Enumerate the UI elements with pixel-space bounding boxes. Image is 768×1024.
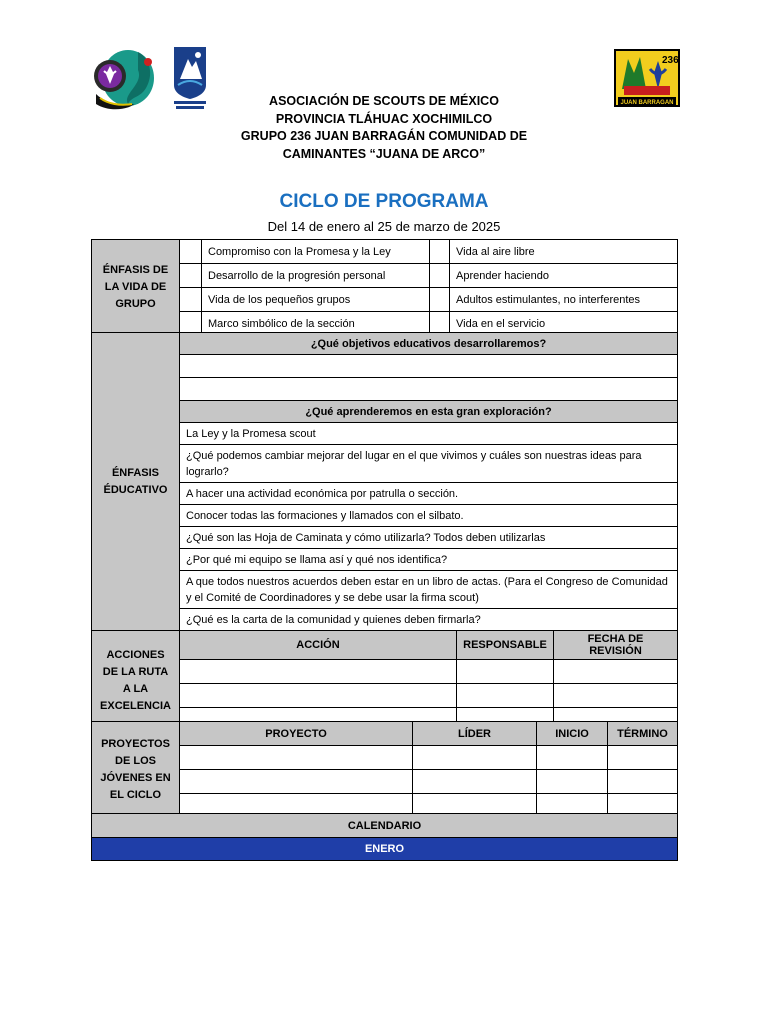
header-line-1: ASOCIACIÓN DE SCOUTS DE MÉXICO	[269, 94, 499, 108]
organization-header	[0, 93, 768, 163]
calendario-table	[91, 813, 678, 861]
col-inicio-header: INICIO	[537, 722, 608, 746]
col-lider-header: LÍDER	[413, 722, 537, 746]
educativo-label: ÉNFASIS ÉDUCATIVO	[92, 333, 180, 631]
checkbox[interactable]	[430, 264, 450, 288]
checkbox[interactable]	[180, 288, 202, 312]
col-proyecto-header: PROYECTO	[180, 722, 413, 746]
learning-item: A hacer una actividad económica por patrulla o sección.	[180, 483, 678, 505]
proyecto-cell[interactable]	[180, 770, 413, 794]
checkbox[interactable]	[430, 240, 450, 264]
responsable-cell[interactable]	[457, 684, 554, 708]
col-fecha-header: FECHA DE REVISIÓN	[554, 631, 678, 660]
header-line-3: GRUPO 236 JUAN BARRAGÁN COMUNIDAD DE	[240, 129, 528, 143]
termino-cell[interactable]	[608, 746, 678, 770]
objetivo-entry[interactable]	[180, 378, 678, 401]
enfasis-item: Vida al aire libre	[450, 240, 678, 264]
termino-cell[interactable]	[608, 770, 678, 794]
accion-cell[interactable]	[180, 660, 457, 684]
enfasis-vida-label: ÉNFASIS DE LA VIDA DE GRUPO	[92, 240, 180, 336]
header-line-4: CAMINANTES “JUANA DE ARCO”	[282, 146, 486, 161]
learning-item: ¿Qué son las Hoja de Caminata y cómo utilizarla? Todos deben utilizarlas	[180, 527, 678, 549]
col-termino-header: TÉRMINO	[608, 722, 678, 746]
checkbox[interactable]	[430, 288, 450, 312]
col-responsable-header: RESPONSABLE	[457, 631, 554, 660]
inicio-cell[interactable]	[537, 770, 608, 794]
lider-cell[interactable]	[413, 746, 537, 770]
objetivos-header: ¿Qué objetivos educativos desarrollaremos?	[180, 333, 678, 355]
enfasis-item: Vida en el servicio	[450, 312, 678, 336]
logo-number: 236	[662, 55, 679, 66]
date-range: Del 14 de enero al 25 de marzo de 2025	[267, 219, 501, 234]
enfasis-item: Vida de los pequeños grupos	[202, 288, 430, 312]
header-line-2: PROVINCIA TLÁHUAC XOCHIMILCO	[275, 111, 493, 126]
responsable-cell[interactable]	[457, 660, 554, 684]
enfasis-item: Desarrollo de la progresión personal	[202, 264, 430, 288]
proyectos-table	[91, 721, 678, 818]
learning-item: ¿Por qué mi equipo se llama así y qué nos identifica?	[180, 549, 678, 571]
learning-item: ¿Qué es la carta de la comunidad y quienes deben firmarla?	[180, 609, 678, 631]
learning-item: ¿Qué podemos cambiar mejorar del lugar en el que vivimos y cuáles son nuestras ideas para lograrlo?	[180, 445, 678, 483]
fecha-cell[interactable]	[554, 684, 678, 708]
program-title: CICLO DE PROGRAMA	[279, 191, 489, 212]
acciones-table	[91, 630, 678, 732]
objetivo-entry[interactable]	[180, 355, 678, 378]
enfasis-educativo-table	[91, 332, 678, 631]
learning-item: Conocer todas las formaciones y llamados con el silbato.	[180, 505, 678, 527]
enfasis-item: Aprender haciendo	[450, 264, 678, 288]
learning-item: A que todos nuestros acuerdos deben estar en un libro de actas. (Para el Congreso de Comunidad y el Comité de Coordinadores y se debe usar la firma scout)	[180, 571, 678, 609]
enfasis-item: Compromiso con la Promesa y la Ley	[202, 240, 430, 264]
accion-cell[interactable]	[180, 684, 457, 708]
enfasis-item: Adultos estimulantes, no interferentes	[450, 288, 678, 312]
proyectos-label: PROYECTOS DE LOS JÓVENES EN EL CICLO	[92, 722, 180, 818]
enfasis-vida-table	[91, 239, 678, 336]
aprenderemos-header: ¿Qué aprenderemos en esta gran exploración?	[180, 401, 678, 423]
checkbox[interactable]	[180, 240, 202, 264]
logo-caption: JUAN BARRAGAN	[620, 100, 674, 106]
col-accion-header: ACCIÓN	[180, 631, 457, 660]
fecha-cell[interactable]	[554, 660, 678, 684]
proyecto-cell[interactable]	[180, 746, 413, 770]
acciones-label: ACCIONES DE LA RUTA A LA EXCELENCIA	[92, 631, 180, 732]
enfasis-item: Marco simbólico de la sección	[202, 312, 430, 336]
checkbox[interactable]	[180, 264, 202, 288]
learning-item: La Ley y la Promesa scout	[180, 423, 678, 445]
calendario-header: CALENDARIO	[92, 814, 678, 838]
lider-cell[interactable]	[413, 770, 537, 794]
inicio-cell[interactable]	[537, 746, 608, 770]
month-header: ENERO	[92, 838, 678, 861]
